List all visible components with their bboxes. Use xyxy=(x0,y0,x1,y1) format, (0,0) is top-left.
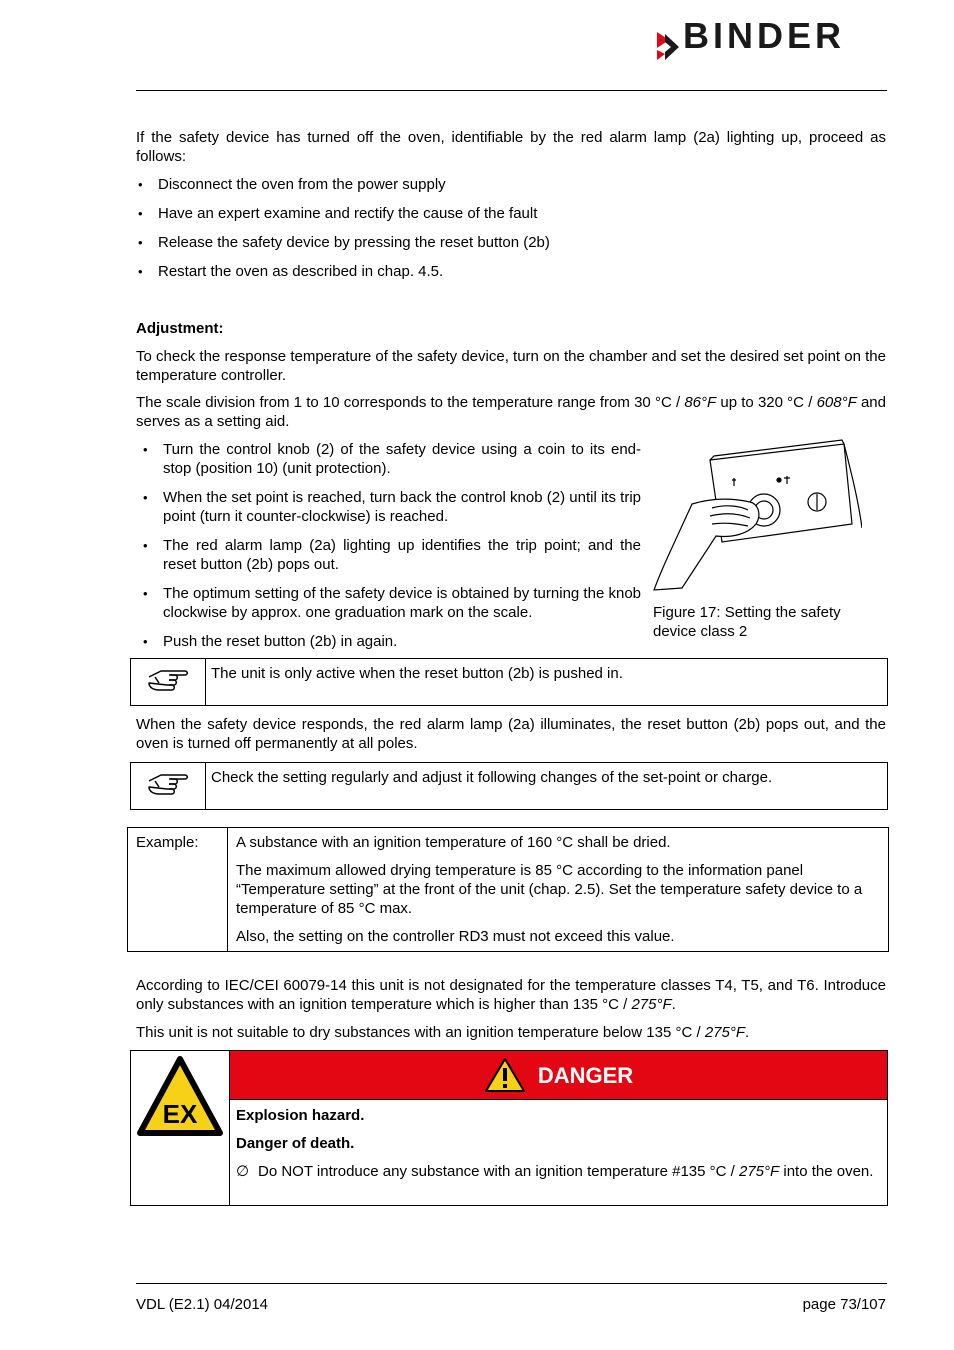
example-content xyxy=(228,828,889,952)
steps-list xyxy=(136,175,886,281)
list-item: • Have an expert examine and rectify the cause of the fault xyxy=(136,204,886,223)
example-line: The maximum allowed drying temperature is 85 °C according to the information panel “Temperature setting” at the front of the unit (chap. 2.5). Set the temperature safety device to a temperature of 85 °C max. xyxy=(236,862,863,917)
list-item: • Push the reset button (2b) in again. xyxy=(141,632,641,651)
adjustment-heading: Adjustment: xyxy=(136,320,224,337)
example-table xyxy=(127,827,889,952)
figure-caption: Figure 17: Setting the safety device class 2 xyxy=(653,604,841,640)
footer-left: VDL (E2.1) 04/2014 xyxy=(136,1296,269,1313)
logo-text: BINDER xyxy=(683,15,846,56)
footer-page-number: page 73/107 xyxy=(802,1296,886,1313)
danger-header xyxy=(230,1051,887,1100)
explosion-hazard-icon xyxy=(136,1055,224,1137)
list-item: • The red alarm lamp (2a) lighting up identifies the trip point; and the reset button (2b) pops out. xyxy=(141,536,641,574)
binder-logo xyxy=(655,15,887,64)
danger-box xyxy=(130,1050,888,1206)
pointing-hand-icon xyxy=(145,769,191,803)
example-line: Also, the setting on the controller RD3 must not exceed this value. xyxy=(236,928,675,945)
danger-line-3: Do NOT introduce any substance with an ignition temperature #135 °C / 275°F into the oven. xyxy=(258,1163,874,1180)
prohibit-icon: ∅ xyxy=(236,1163,250,1180)
danger-title: DANGER xyxy=(537,1062,634,1088)
iec-paragraph-2: This unit is not suitable to dry substances with an ignition temperature below 135 °C / 275°F. xyxy=(136,1024,750,1041)
header-rule xyxy=(136,90,887,91)
pointing-hand-icon xyxy=(145,665,191,699)
warning-triangle-icon xyxy=(484,1057,526,1093)
danger-instruction xyxy=(236,1162,881,1181)
iec-paragraph-1: According to IEC/CEI 60079-14 this unit is not designated for the temperature classes T4, T5, and T6. Introduce only substances with an ignition temperature which is higher than 135 °C / 275°F. xyxy=(136,977,886,1013)
list-item: • The optimum setting of the safety device is obtained by turning the knob clockwise by approx. one graduation mark on the scale. xyxy=(141,584,641,622)
adjustment-list xyxy=(141,440,641,651)
note-text-2: Check the setting regularly and adjust it following changes of the set-point or charge. xyxy=(211,769,773,786)
safety-device-figure xyxy=(652,438,862,596)
danger-line-1: Explosion hazard. xyxy=(236,1107,365,1124)
list-item: • Turn the control knob (2) of the safety device using a coin to its end-stop (position 10) (unit protection). xyxy=(141,440,641,478)
note-box-2 xyxy=(130,762,888,810)
logo-arrow-icon xyxy=(655,30,681,64)
footer-rule xyxy=(136,1283,887,1284)
list-item: • When the set point is reached, turn back the control knob (2) until its trip point (turn it counter-clockwise) is reached. xyxy=(141,488,641,526)
note-text-1: The unit is only active when the reset button (2b) is pushed in. xyxy=(211,665,623,682)
intro-paragraph: If the safety device has turned off the oven, identifiable by the red alarm lamp (2a) lighting up, proceed as follows: xyxy=(136,129,886,165)
adjustment-paragraph-2: The scale division from 1 to 10 corresponds to the temperature range from 30 °C / 86°F up to 320 °C / 608°F and serves as a setting aid. xyxy=(136,394,886,430)
example-line: A substance with an ignition temperature of 160 °C shall be dried. xyxy=(236,834,671,851)
list-item: • Restart the oven as described in chap. 4.5. xyxy=(136,262,886,281)
list-item: • Disconnect the oven from the power supply xyxy=(136,175,886,194)
list-item: • Release the safety device by pressing the reset button (2b) xyxy=(136,233,886,252)
example-label: Example: xyxy=(128,828,228,952)
danger-line-2: Danger of death. xyxy=(236,1135,355,1152)
svg-text:EX: EX xyxy=(162,1099,198,1129)
adjustment-paragraph-1: To check the response temperature of the safety device, turn on the chamber and set the desired set point on the temperature controller. xyxy=(136,348,886,384)
note-box-1 xyxy=(130,658,888,706)
respond-paragraph: When the safety device responds, the red alarm lamp (2a) illuminates, the reset button (2b) pops out, and the oven is turned off permanently at all poles. xyxy=(136,716,886,752)
